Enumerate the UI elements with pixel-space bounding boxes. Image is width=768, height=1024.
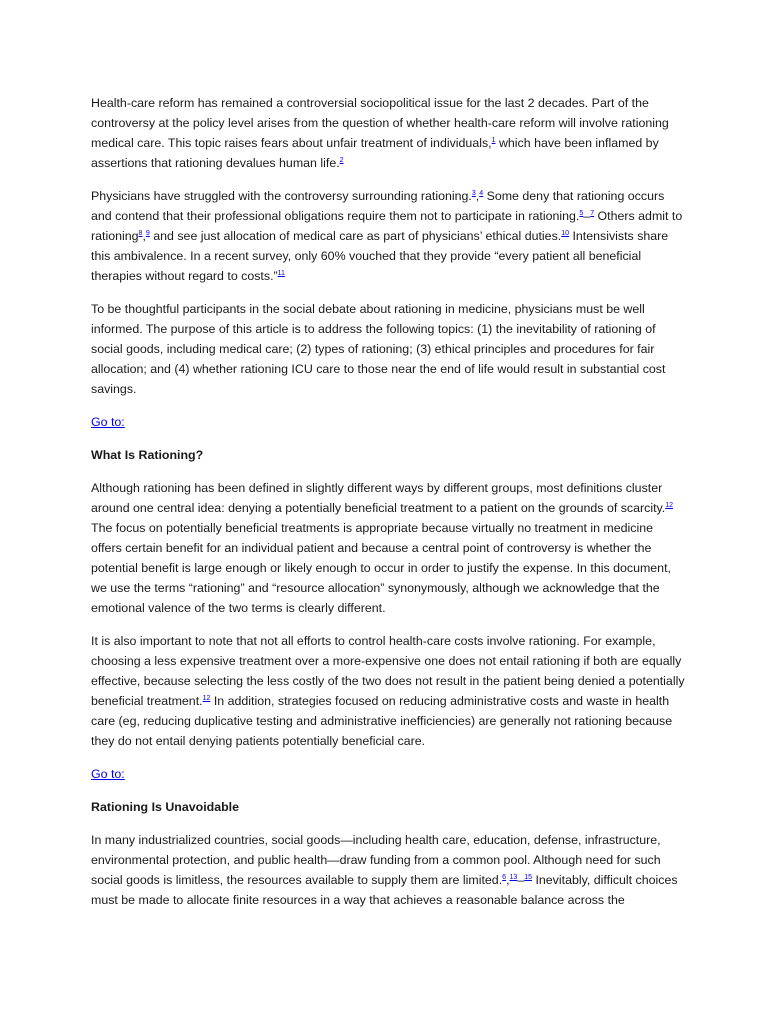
text-run: The focus on potentially beneficial treatments is appropriate because virtually no treatment in medicine offers certain benefit for an individual patient and because a central point of controversy is whether the potential benefit is large enough or likely enough to occur in order to justify the expense. In this document, we use the terms “rationing” and “resource allocation” synonymously, although we acknowledge that the emotional valence of the two terms is clearly different. [91, 521, 671, 615]
reference-link[interactable]: 12 [665, 501, 674, 509]
paragraph-definition [91, 478, 686, 618]
reference-link[interactable]: 6 [502, 873, 507, 881]
text-run: Others admit to rationing [91, 209, 683, 243]
reference-link[interactable]: 7 [590, 209, 595, 217]
section-heading-rationing-unavoidable: Rationing Is Unavoidable [91, 800, 240, 814]
text-run: Physicians have struggled with the controversy surrounding rationing. [91, 189, 472, 203]
ref-separator: – [517, 873, 525, 887]
reference-link[interactable]: 12 [202, 694, 211, 702]
goto-row [91, 412, 686, 432]
text-run: Although rationing has been defined in slightly different ways by different groups, most definitions cluster around one central idea: denying a potentially beneficial treatment to a patient on the grounds of scarcity. [91, 481, 666, 515]
reference-link[interactable]: 3 [471, 189, 476, 197]
paragraph-physicians [91, 186, 686, 286]
reference-link[interactable]: 8 [138, 229, 143, 237]
article-body [91, 93, 686, 923]
reference-link[interactable]: 4 [479, 189, 484, 197]
paragraph-cost-control [91, 631, 686, 751]
reference-link[interactable]: 2 [339, 156, 344, 164]
text-run: In many industrialized countries, social goods—including health care, education, defense, infrastructure, environmental protection, and public health—draw funding from a common pool. Although need for such social goods is limitless, the resources available to supply them are limited. [91, 833, 661, 887]
reference-link[interactable]: 10 [561, 229, 570, 237]
text-run: Intensivists share this ambivalence. In a recent survey, only 60% vouched that they provide “every patient all beneficial therapies without regard to costs.” [91, 229, 669, 283]
goto-link[interactable]: Go to: [91, 415, 125, 429]
ref-separator: , [142, 229, 146, 243]
reference-link[interactable]: 13 [509, 873, 518, 881]
text-run: Inevitably, difficult choices must be made to allocate finite resources in a way that achieves a reasonable balance across the [91, 873, 678, 907]
text-run: Some deny that rationing occurs and contend that their professional obligations require them not to participate in rationing. [91, 189, 665, 223]
reference-link[interactable]: 15 [524, 873, 533, 881]
reference-link[interactable]: 5 [579, 209, 584, 217]
section-heading-what-is-rationing: What Is Rationing? [91, 448, 204, 462]
text-run: which have been inflamed by assertions that rationing devalues human life. [91, 136, 659, 170]
ref-separator: , [475, 189, 480, 203]
ref-separator: , [506, 873, 510, 887]
reference-link[interactable]: 1 [491, 136, 496, 144]
goto-row [91, 764, 686, 784]
text-run: and see just allocation of medical care as part of physicians’ ethical duties. [149, 229, 562, 243]
paragraph-purpose: To be thoughtful participants in the social debate about rationing in medicine, physicians must be well informed. The purpose of this article is to address the following topics: (1) the inevitability of rationing of social goods, including medical care; (2) types of rationing; (3) ethical principles and procedures for fair allocation; and (4) whether rationing ICU care to those near the end of life would result in substantial cost savings. [91, 302, 666, 396]
ref-separator: – [583, 209, 591, 223]
reference-link[interactable]: 11 [277, 269, 285, 277]
text-run: In addition, strategies focused on reducing administrative costs and waste in health care (eg, reducing duplicative testing and administrative inefficiencies) are generally not rationing because they do not entail denying patients potentially beneficial care. [91, 694, 673, 748]
text-run: It is also important to note that not all efforts to control health-care costs involve rationing. For example, choosing a less expensive treatment over a more-expensive one does not entail rationing if both are equally effective, because selecting the less costly of the two does not result in the patient being denied a potentially beneficial treatment. [91, 634, 685, 708]
text-run: Health-care reform has remained a controversial sociopolitical issue for the last 2 decades. Part of the controversy at the policy level arises from the question of whether health-care reform will involve rationing medical care. This topic raises fears about unfair treatment of individuals, [91, 96, 669, 150]
goto-link[interactable]: Go to: [91, 767, 125, 781]
paragraph-intro [91, 93, 686, 173]
reference-link[interactable]: 9 [145, 229, 150, 237]
paragraph-social-goods [91, 830, 686, 910]
